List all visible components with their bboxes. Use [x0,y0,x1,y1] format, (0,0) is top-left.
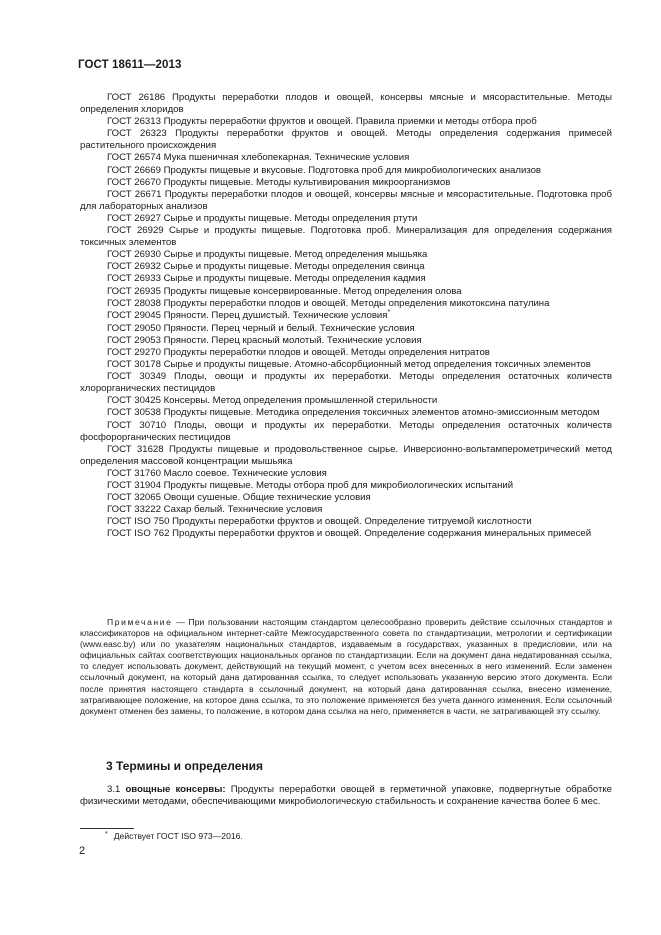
term-text: Продукты переработки овощей в герметичной упаковке, подвергнутые обработке физическими методами, обеспечивающими микробиологическую стабильность и сохранение качества более 6 мес. [80,784,612,808]
reference-item: ГОСТ 30425 Консервы. Метод определения промышленной стерильности [107,395,438,407]
reference-item: ГОСТ 26927 Сырье и продукты пищевые. Методы определения ртути [107,212,418,224]
reference-item: ГОСТ 30349 Плоды, овощи и продукты их переработки. Методы определения остаточных количеств хлорорганических пестицидов [80,371,612,395]
footnote [105,831,243,841]
section-title: 3 Термины и определения [106,759,264,773]
note-paragraph [80,617,612,717]
term-name: овощные консервы: [125,784,226,795]
reference-item: ГОСТ 28038 Продукты переработки плодов и овощей. Методы определения микотоксина патулина [107,297,550,309]
reference-item: ГОСТ 29050 Пряности. Перец черный и белый. Технические условия [107,322,415,334]
page-number: 2 [79,845,86,857]
note-label: Примечание [107,617,173,627]
reference-item: ГОСТ 26930 Сырье и продукты пищевые. Метод определения мышьяка [107,249,428,261]
reference-item: ГОСТ 26323 Продукты переработки фруктов и овощей. Методы определения содержания примесей растительного происхождения [80,128,612,152]
footnote-marker: * [387,308,391,316]
reference-item: ГОСТ 26933 Сырье и продукты пищевые. Методы определения кадмия [107,273,426,285]
reference-item: ГОСТ 30538 Продукты пищевые. Методика определения токсичных элементов атомно-эмиссионным методом [107,407,600,419]
reference-item: ГОСТ 26669 Продукты пищевые и вкусовые. Подготовка проб для микробиологических анализов [107,164,542,176]
reference-item: ГОСТ 29270 Продукты переработки плодов и овощей. Методы определения нитратов [107,346,490,358]
reference-item: ГОСТ 31760 Масло соевое. Технические условия [107,467,327,479]
term-number: 3.1 [107,784,121,795]
reference-item: ГОСТ 26313 Продукты переработки фруктов и овощей. Правила приемки и методы отбора проб [107,116,537,128]
reference-item: ГОСТ ISO 750 Продукты переработки фруктов и овощей. Определение титруемой кислотности [107,516,532,528]
reference-item: ГОСТ 31628 Продукты пищевые и продовольственное сырье. Инверсионно-вольтамперометрический метод определения массовой концентрации мышьяка [80,443,612,467]
reference-item-with-footnote [80,310,612,323]
reference-item: ГОСТ 31904 Продукты пищевые. Методы отбора проб для микробиологических испытаний [107,480,514,491]
reference-item: ГОСТ 26935 Продукты пищевые консервированные. Метод определения олова [107,285,462,297]
footnote-mark: * [105,831,108,838]
document-header: ГОСТ 18611—2013 [78,59,182,71]
reference-item: ГОСТ 30178 Сырье и продукты пищевые. Атомно-абсорбционный метод определения токсичных элементов [107,359,591,371]
reference-item: ГОСТ 26932 Сырье и продукты пищевые. Методы определения свинца [107,261,425,273]
reference-item: ГОСТ 26186 Продукты переработки плодов и овощей, консервы мясные и мясорастительные. Методы определения хлоридов [80,92,612,116]
term-definition [80,784,612,808]
reference-item: ГОСТ 26574 Мука пшеничная хлебопекарная. Технические условия [107,152,410,164]
reference-item: ГОСТ 26929 Сырье и продукты пищевые. Подготовка проб. Минерализация для определения содержания токсичных элементов [80,225,612,249]
reference-item: ГОСТ ISO 762 Продукты переработки фруктов и овощей. Определение содержания минеральных примесей [107,528,592,540]
footnote-text: Действует ГОСТ ISO 973—2016. [113,831,243,841]
reference-item: ГОСТ 26670 Продукты пищевые. Методы культивирования микроорганизмов [107,176,451,188]
normative-references-list [80,92,612,540]
footnote-divider [80,828,134,829]
reference-item: ГОСТ 32065 Овощи сушеные. Общие технические условия [107,492,371,504]
note-text: — При пользовании настоящим стандартом целесообразно проверить действие ссылочных стандартов и классификаторов на официальном интернет-сайте Межгосударственного совета по стандартизации, метрологии и сертификации (www.easc.by) или по указателям национальных стандартов, издаваемым в государствах, указанных в предисловии, или на официальных сайтах соответствующих национальных органов по стандартизации. Если на документ дана недатированная ссылка, то следует использовать документ, действующий на текущий момент, с учетом всех внесенных в него изменений. Если заменен ссылочный документ, на который дана датированная ссылка, то следует использовать указанную версию этого документа. Если после принятия настоящего стандарта в ссылочный документ, на который дана датированная ссылка, внесено изменение, затрагивающее положение, на которое дана ссылка, то это положение применяется без учета данного изменения. Если ссылочный документ отменен без замены, то положение, в котором дана ссылка на него, применяется в части, не затрагивающей эту ссылку. [80,617,612,716]
reference-item: ГОСТ 30710 Плоды, овощи и продукты их переработки. Методы определения остаточных количеств фосфорорганических пестицидов [80,419,612,443]
reference-item: ГОСТ 29053 Пряности. Перец красный молотый. Технические условия [107,334,422,346]
reference-item: ГОСТ 33222 Сахар белый. Технические условия [107,504,323,516]
reference-item: ГОСТ 26671 Продукты переработки плодов и овощей, консервы мясные и мясорастительные. Подготовка проб для лабораторных анализов [80,188,612,212]
reference-text: ГОСТ 29045 Пряности. Перец душистый. Технические условия [107,309,388,321]
